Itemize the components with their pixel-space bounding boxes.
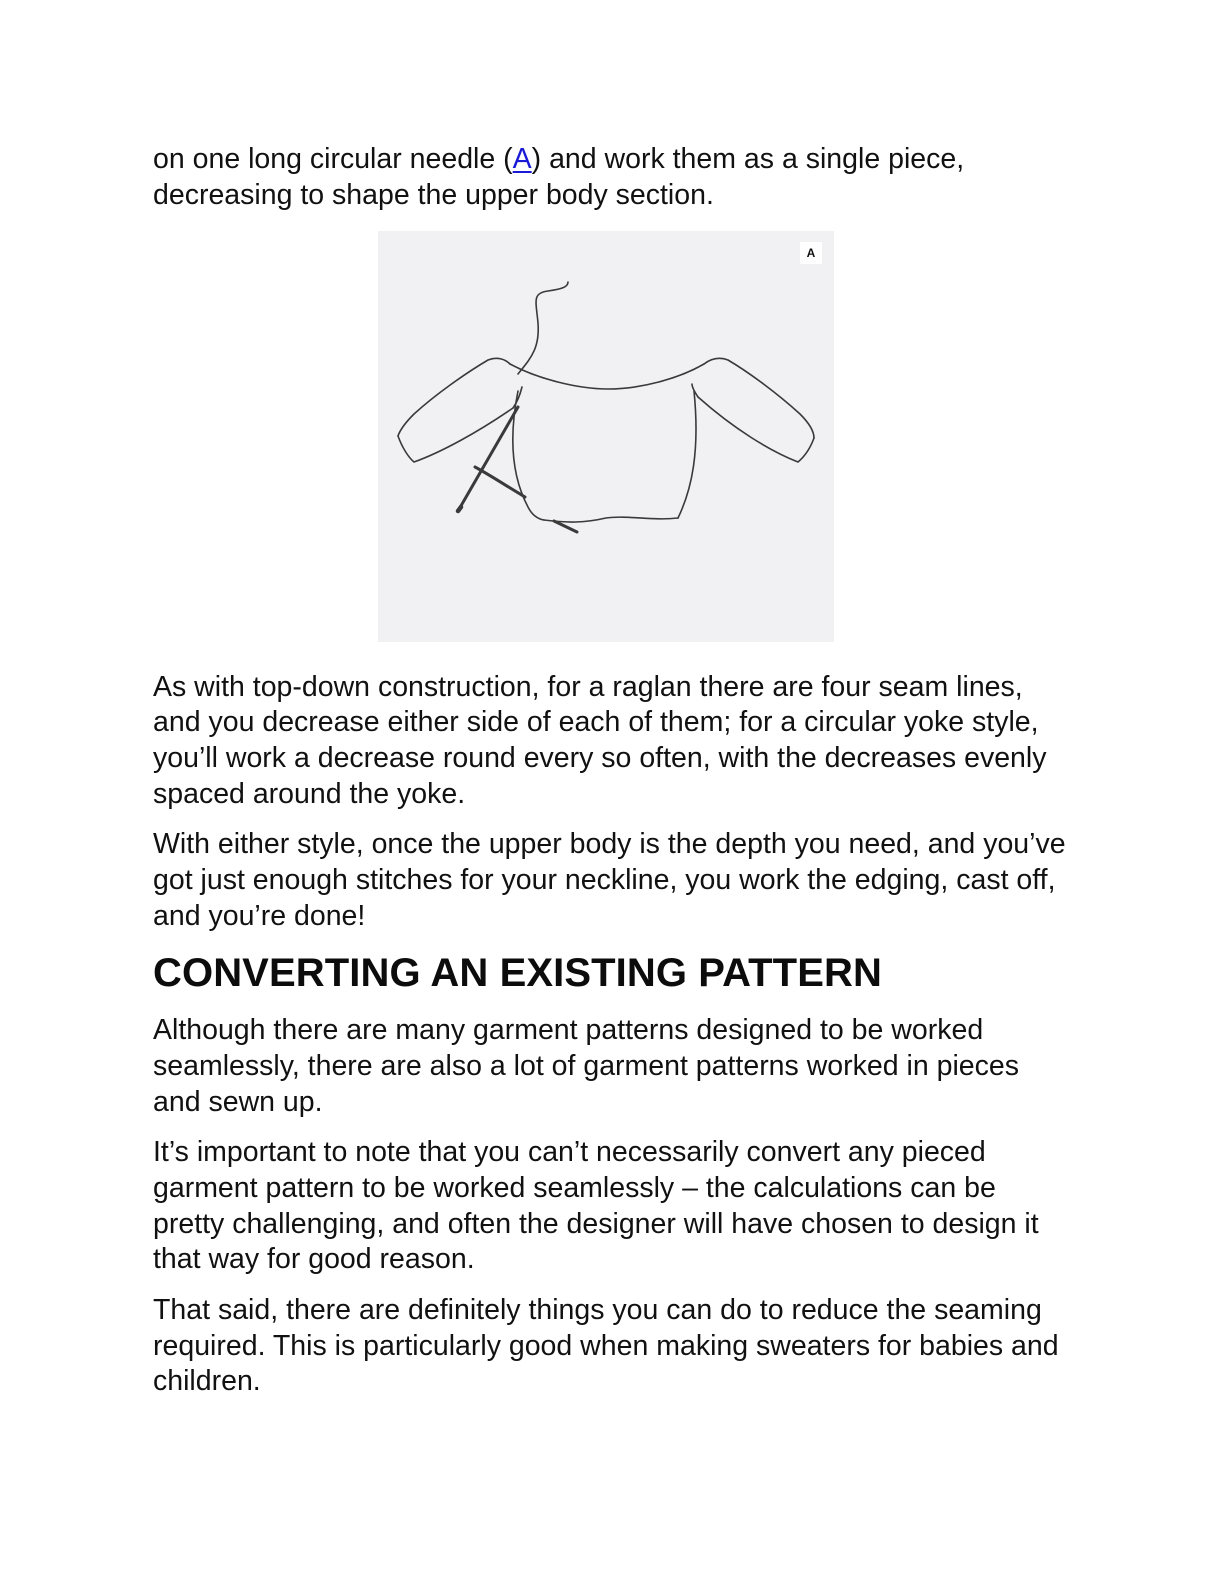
- intro-paragraph: [153, 142, 1073, 214]
- figure-container: [153, 231, 1073, 642]
- paragraph-pattern-types: Although there are many garment patterns designed to be worked seamlessly, there are also a lot of garment patterns worked in pieces and sewn up.: [153, 1014, 1019, 1118]
- intro-text-before-link: on one long circular needle (: [153, 143, 513, 175]
- figure-label-badge: A: [800, 242, 822, 264]
- paragraph-conversion-note: It’s important to note that you can’t necessarily convert any pieced garment pattern to be worked seamlessly – the calculations can be pretty challenging, and often the designer will have chosen to design it that way for good reason.: [153, 1136, 1039, 1276]
- figure-a-link[interactable]: A: [512, 143, 532, 175]
- document-page: [153, 142, 1073, 1415]
- paragraph-finishing: With either style, once the upper body is the depth you need, and you’ve got just enough stitches for your neckline, you work the edging, cast off, and you’re done!: [153, 828, 1066, 932]
- paragraph-reduce-seaming: That said, there are definitely things you can do to reduce the seaming required. This is particularly good when making sweaters for babies and children.: [153, 1293, 1059, 1398]
- sweater-illustration-figure: [378, 231, 834, 642]
- section-heading: CONVERTING AN EXISTING PATTERN: [153, 951, 882, 996]
- intro-text-after-link: ) and work them as a single piece, decreasing to shape the upper body section.: [153, 143, 965, 211]
- sweater-on-circular-needle-icon: [378, 231, 834, 642]
- paragraph-construction-decreases: As with top-down construction, for a raglan there are four seam lines, and you decrease either side of each of them; for a circular yoke style, you’ll work a decrease round every so often, with the decreases evenly spaced around the yoke.: [153, 670, 1047, 810]
